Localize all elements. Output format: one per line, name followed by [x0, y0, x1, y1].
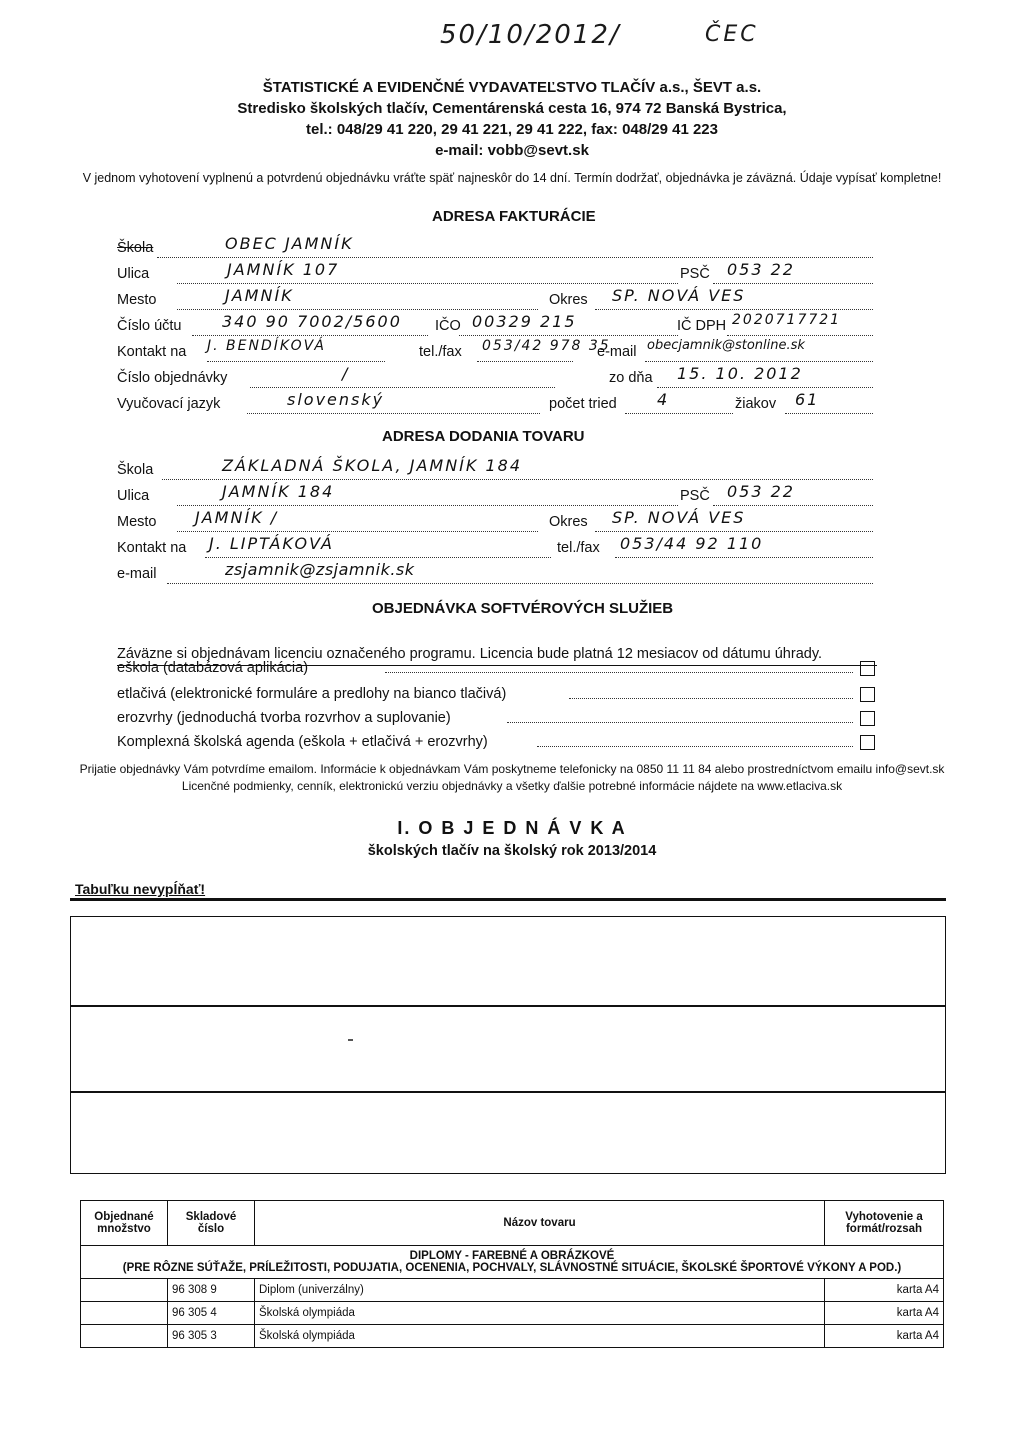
order-subtitle: školských tlačív na školský rok 2013/2014: [367, 843, 657, 859]
billing-okres-label: Okres: [549, 292, 588, 308]
software-intro: Záväzne si objednávam licenciu označeného programu. Licencia bude platná 12 mesiacov od dátumu úhrady.: [117, 646, 877, 666]
delivery-skola-value[interactable]: ZÁKLADNÁ ŠKOLA, JAMNÍK 184: [222, 456, 522, 475]
product-eskola-checkbox[interactable]: [860, 661, 875, 676]
billing-mesto-value[interactable]: JAMNÍK: [225, 286, 294, 305]
publisher-phone: tel.: 048/29 41 220, 29 41 221, 29 41 222, fax: 048/29 41 223: [306, 121, 718, 138]
billing-contact-value[interactable]: J. BENDÍKOVÁ: [207, 338, 326, 354]
billing-contact-row: [117, 338, 873, 366]
billing-lang-label: Vyučovací jazyk: [117, 396, 221, 412]
delivery-email-label: e-mail: [117, 566, 157, 582]
billing-ulica-value[interactable]: JAMNÍK 107: [227, 260, 340, 279]
row-format: karta A4: [825, 1302, 944, 1325]
delivery-tel-label: tel./fax: [557, 540, 600, 556]
delivery-mesto-label: Mesto: [117, 514, 157, 530]
billing-skola-value[interactable]: OBEC JAMNÍK: [225, 234, 354, 253]
delivery-tel-value[interactable]: 053/44 92 110: [620, 534, 764, 553]
row-name: Diplom (univerzálny): [255, 1279, 825, 1302]
product-eskola[interactable]: [117, 660, 877, 680]
delivery-skola-label: Škola: [117, 462, 154, 478]
section-subtitle: (PRE RÔZNE SÚŤAŽE, PRÍLEŽITOSTI, PODUJATIA, OCENENIA, POCHVALY, SLÁVNOSTNÉ SITUÁCIE, ŠKOLSKÉ ŠPORTOVÉ VÝKONY A POD.): [122, 1262, 902, 1274]
row-format: karta A4: [825, 1325, 944, 1348]
software-note-contact: Prijatie objednávky Vám potvrdíme emailom. Informácie k objednávkam Vám poskytneme telefonicky na 0850 11 11 84 alebo prostredníctvom emailu info@sevt.sk: [79, 762, 945, 776]
billing-classes-label: počet tried: [549, 396, 617, 412]
header-format: Vyhotovenie a formát/rozsah: [825, 1201, 944, 1246]
billing-mesto-row: [117, 286, 873, 314]
delivery-email-value[interactable]: zsjamnik@zsjamnik.sk: [225, 560, 415, 579]
office-table-top-border: [70, 898, 946, 901]
instruction-text: V jednom vyhotovení vyplnenú a potvrdenú objednávku vráťte späť najneskôr do 14 dní. Termín dodržať, objednávka je záväzná. Údaje vypísať kompletne!: [82, 171, 942, 185]
billing-ico-value[interactable]: 00329 215: [472, 312, 577, 331]
product-komplexna-checkbox[interactable]: [860, 735, 875, 750]
billing-order-value[interactable]: /: [342, 364, 350, 383]
software-note-license: Licenčné podmienky, cenník, elektronickú verziu objednávky a všetky ďalšie potrebné informácie nájdete na www.etlaciva.sk: [181, 779, 843, 793]
delivery-contact-value[interactable]: J. LIPTÁKOVÁ: [209, 534, 334, 553]
product-erozvrhy-checkbox[interactable]: [860, 711, 875, 726]
delivery-okres-label: Okres: [549, 514, 588, 530]
billing-psc-label: PSČ: [680, 266, 710, 282]
billing-email-label: e-mail: [597, 344, 637, 360]
items-section-row: [81, 1246, 944, 1279]
row-qty[interactable]: [81, 1325, 168, 1348]
delivery-title: ADRESA DODANIA TOVARU: [382, 428, 585, 445]
billing-pupils-value[interactable]: 61: [795, 390, 820, 409]
delivery-ulica-label: Ulica: [117, 488, 150, 504]
row-name: Školská olympiáda: [255, 1302, 825, 1325]
billing-email-value[interactable]: obecjamnik@stonline.sk: [647, 338, 805, 353]
billing-pupils-label: žiakov: [735, 396, 777, 412]
product-etlaciva-checkbox[interactable]: [860, 687, 875, 702]
billing-okres-value[interactable]: SP. NOVÁ VES: [612, 286, 746, 305]
order-title: I. O B J E D N Á V K A: [397, 818, 627, 838]
billing-psc-value[interactable]: 053 22: [727, 260, 795, 279]
billing-ulica-label: Ulica: [117, 266, 150, 282]
billing-mesto-label: Mesto: [117, 292, 157, 308]
header-qty: Objednané množstvo: [81, 1201, 168, 1246]
billing-classes-value[interactable]: 4: [657, 390, 670, 409]
billing-order-row: [117, 364, 873, 392]
delivery-ulica-row: [117, 482, 873, 510]
billing-tel-label: tel./fax: [419, 344, 462, 360]
publisher-name: ŠTATISTICKÉ A EVIDENČNÉ VYDAVATEĽSTVO TLAČÍV a.s., ŠEVT a.s.: [262, 79, 762, 96]
do-not-fill-note: Tabuľku nevypĺňať!: [75, 881, 206, 897]
row-code: 96 308 9: [168, 1279, 255, 1302]
table-row: [81, 1279, 944, 1302]
billing-lang-row: [117, 390, 873, 418]
delivery-contact-label: Kontakt na: [117, 540, 187, 556]
product-etlaciva-label: etlačivá (elektronické formuláre a predlohy na bianco tlačivá): [117, 686, 507, 702]
delivery-okres-value[interactable]: SP. NOVÁ VES: [612, 508, 746, 527]
billing-ulica-row: [117, 260, 873, 288]
row-format: karta A4: [825, 1279, 944, 1302]
product-komplexna[interactable]: [117, 734, 877, 754]
header-code: Skladové číslo: [168, 1201, 255, 1246]
billing-date-label: zo dňa: [609, 370, 653, 386]
billing-account-row: [117, 312, 873, 340]
billing-skola-label: Škola: [117, 240, 154, 256]
product-etlaciva[interactable]: [117, 686, 877, 706]
office-use-table: [70, 916, 946, 1174]
handwritten-stamp: ČEC: [705, 22, 759, 47]
row-name: Školská olympiáda: [255, 1325, 825, 1348]
delivery-ulica-value[interactable]: JAMNÍK 184: [222, 482, 335, 501]
product-erozvrhy-label: erozvrhy (jednoduchá tvorba rozvrhov a suplovanie): [117, 710, 451, 726]
billing-order-label: Číslo objednávky: [117, 370, 228, 386]
delivery-skola-row: [117, 456, 873, 484]
table-row: [81, 1302, 944, 1325]
delivery-mesto-value[interactable]: JAMNÍK /: [195, 508, 279, 527]
publisher-address: Stredisko školských tlačív, Cementárenská cesta 16, 974 72 Banská Bystrica,: [237, 100, 787, 117]
table-row: [81, 1325, 944, 1348]
software-title: OBJEDNÁVKA SOFTVÉROVÝCH SLUŽIEB: [372, 600, 674, 617]
billing-title: ADRESA FAKTURÁCIE: [432, 208, 596, 225]
billing-icdph-label: IČ DPH: [677, 318, 727, 334]
items-table: [80, 1200, 944, 1348]
billing-skola-row: [117, 234, 873, 262]
row-code: 96 305 4: [168, 1302, 255, 1325]
row-code: 96 305 3: [168, 1325, 255, 1348]
billing-date-value[interactable]: 15. 10. 2012: [677, 364, 803, 383]
billing-ico-label: IČO: [435, 318, 461, 334]
billing-tel-value[interactable]: 053/42 978 35: [482, 338, 611, 354]
product-erozvrhy[interactable]: [117, 710, 877, 730]
billing-icdph-value[interactable]: 2020717721: [732, 312, 842, 328]
delivery-psc-label: PSČ: [680, 488, 710, 504]
billing-account-label: Číslo účtu: [117, 318, 182, 334]
publisher-email: e-mail: vobb@sevt.sk: [435, 142, 589, 159]
row-qty[interactable]: [81, 1279, 168, 1302]
billing-contact-label: Kontakt na: [117, 344, 187, 360]
delivery-email-row: [117, 560, 873, 588]
items-table-header: [81, 1201, 944, 1246]
delivery-psc-value[interactable]: 053 22: [727, 482, 795, 501]
delivery-contact-row: [117, 534, 873, 562]
handwritten-reference: 50/10/2012/: [440, 20, 621, 50]
section-title: DIPLOMY - FAREBNÉ A OBRÁZKOVÉ: [409, 1250, 615, 1262]
billing-account-value[interactable]: 340 90 7002/5600: [222, 312, 402, 331]
header-name: Názov tovaru: [255, 1201, 825, 1246]
product-eskola-label: eškola (databázová aplikácia): [117, 660, 309, 676]
billing-lang-value[interactable]: slovenský: [287, 390, 385, 409]
row-qty[interactable]: [81, 1302, 168, 1325]
product-komplexna-label: Komplexná školská agenda (eškola + etlačivá + erozvrhy): [117, 734, 488, 750]
delivery-mesto-row: [117, 508, 873, 536]
